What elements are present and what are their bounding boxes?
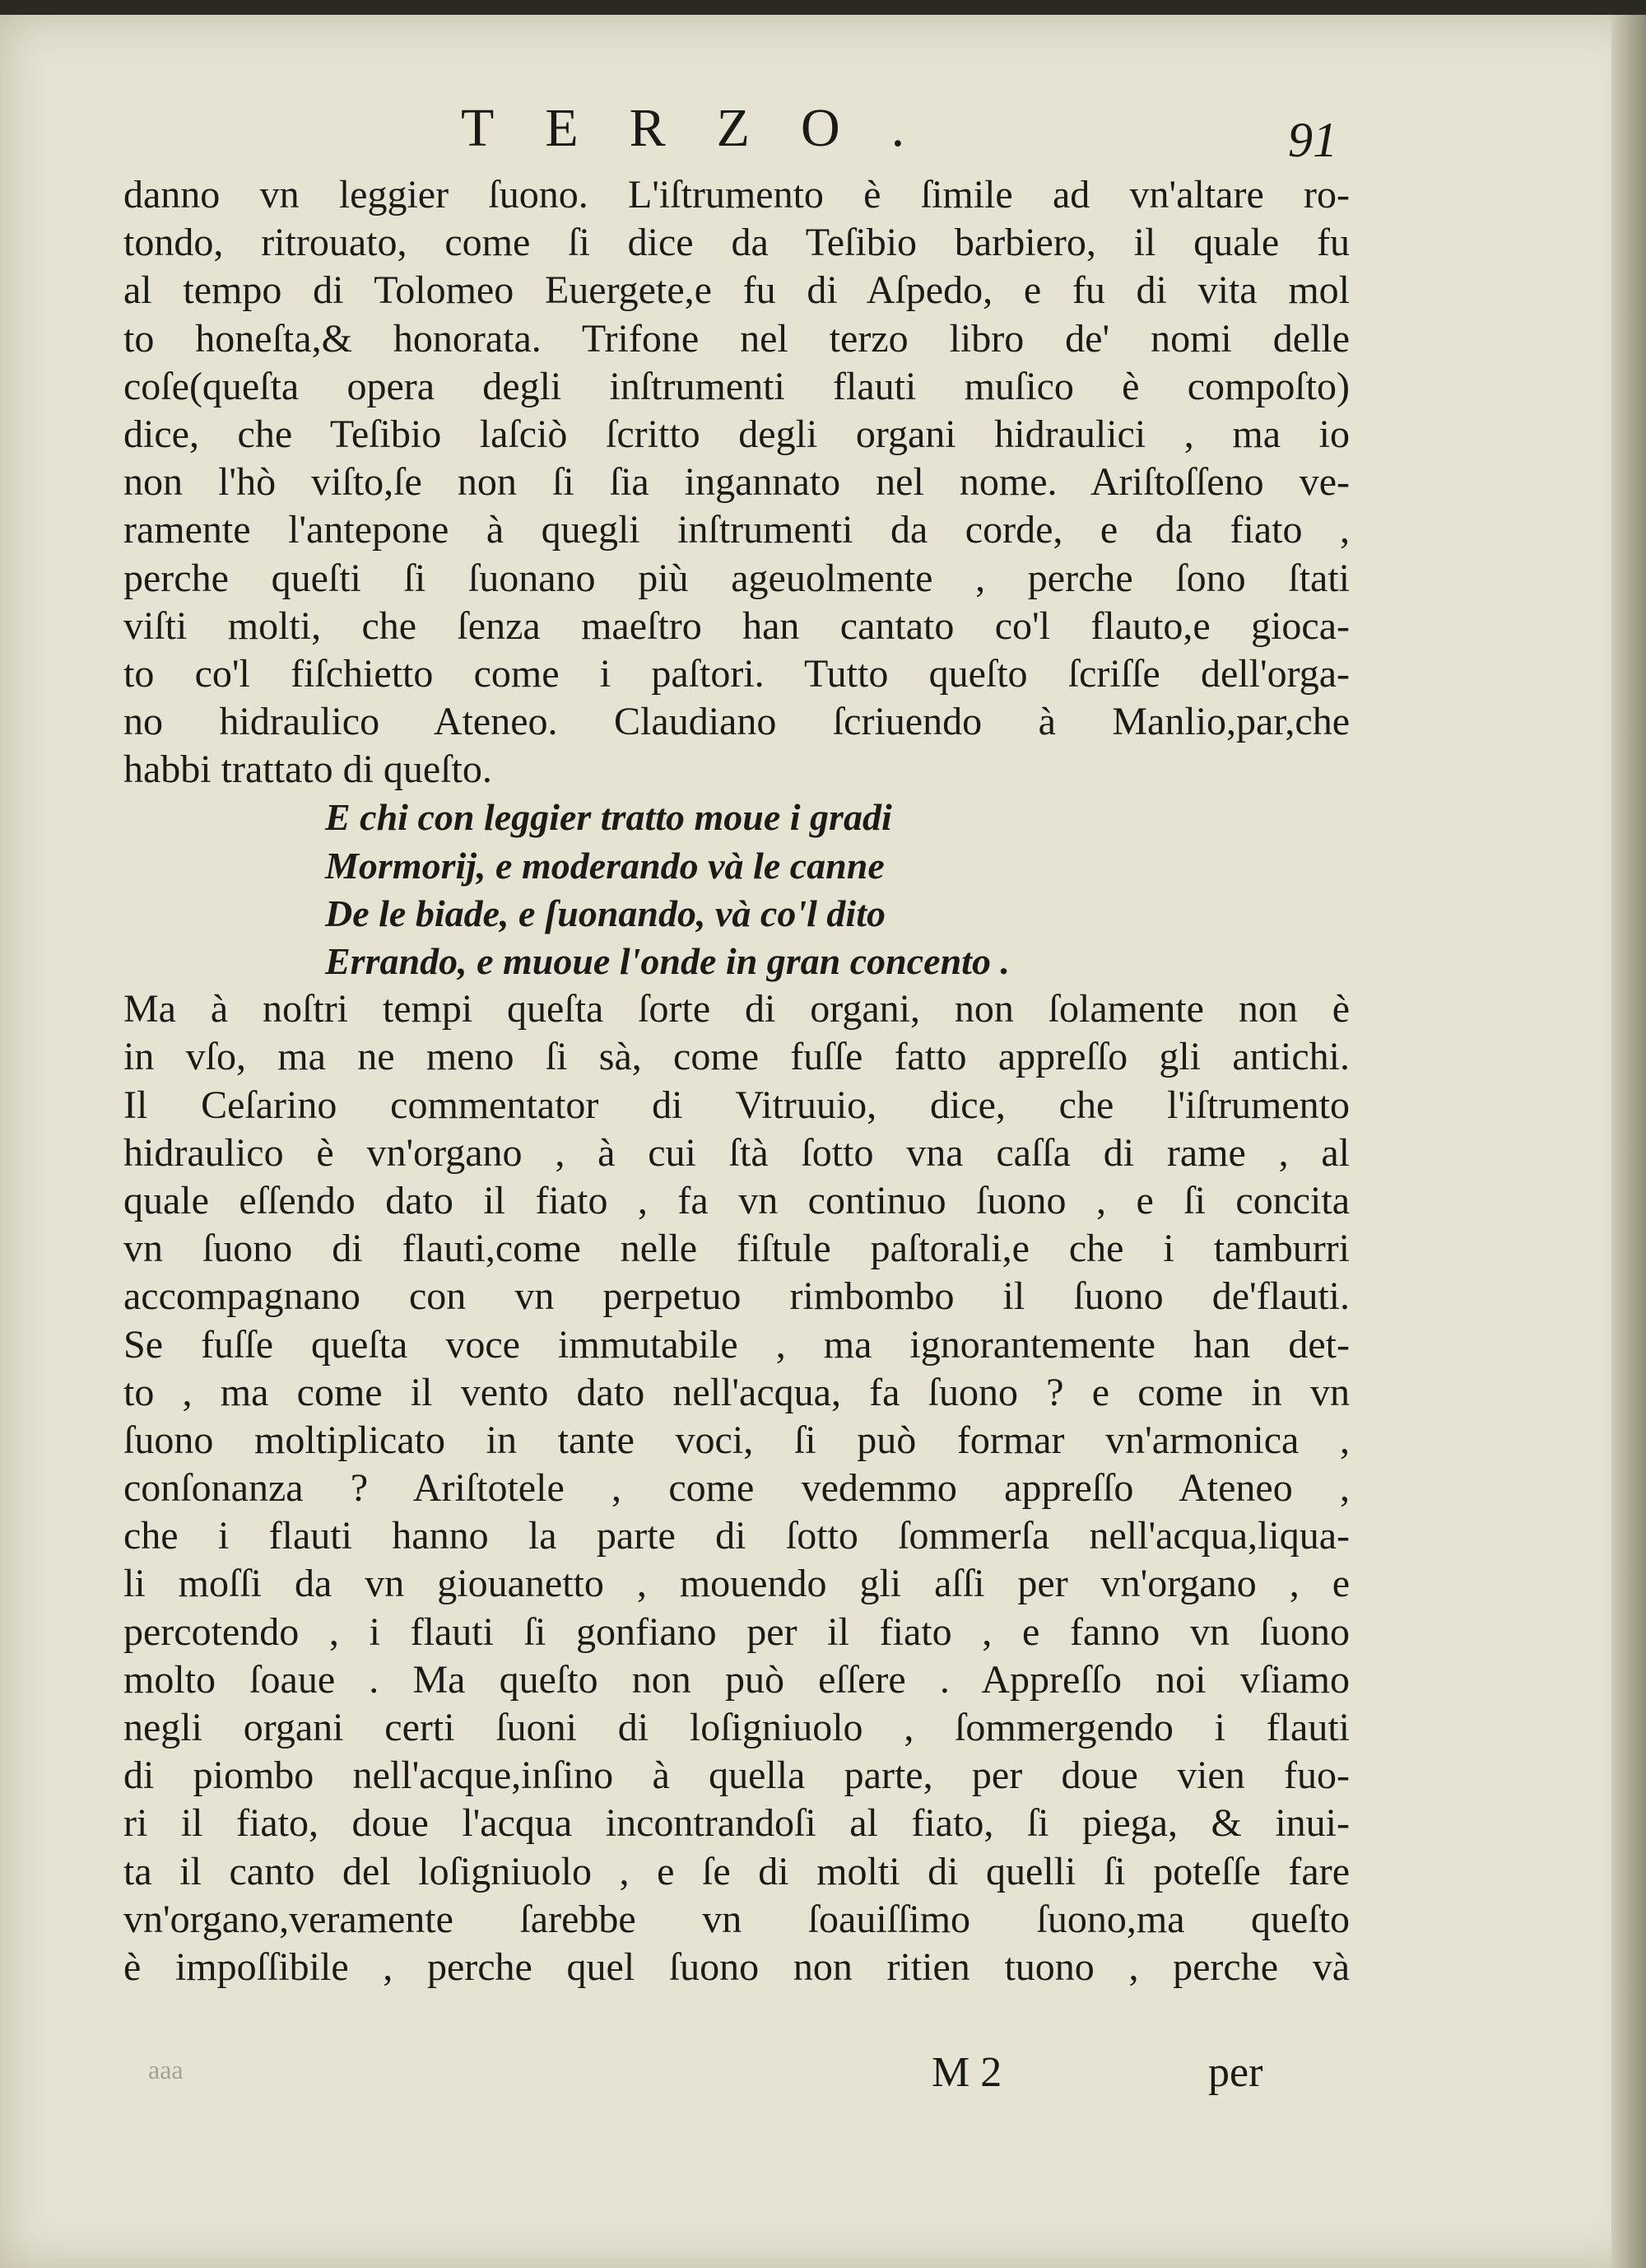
catchword: per bbox=[1208, 2049, 1263, 2096]
verse-line: E chi con leggier tratto moue i gradi bbox=[325, 796, 892, 839]
text-line: di piombo nell'acque,inſino à quella parte, per doue vien fuo- bbox=[123, 1753, 1350, 1798]
text-line: percotendo , i flauti ſi gonfiano per il fiato , e fanno vn ſuono bbox=[123, 1609, 1350, 1654]
text-line: al tempo di Tolomeo Euergete,e fu di Aſpedo, e fu di vita mol bbox=[123, 268, 1350, 313]
text-line: ta il canto del loſigniuolo , e ſe di molti di quelli ſi poteſſe fare bbox=[123, 1849, 1350, 1893]
text-line: vn ſuono di flauti,come nelle fiſtule paſtorali,e che i tamburri bbox=[123, 1227, 1350, 1271]
text-line: molto ſoaue . Ma queſto non può eſſere . Appreſſo noi vſiamo bbox=[123, 1657, 1350, 1702]
text-line: to , ma come il vento dato nell'acqua, fa ſuono ? e come in vn bbox=[123, 1370, 1350, 1414]
text-line: vn'organo,veramente ſarebbe vn ſoauiſſimo ſuono,ma queſto bbox=[123, 1897, 1350, 1941]
text-line: tondo, ritrouato, come ſi dice da Teſibio barbiero, il quale fu bbox=[123, 221, 1350, 265]
signature-mark: M 2 bbox=[932, 2049, 1002, 2096]
text-line: dice, che Teſibio laſciò ſcritto degli organi hidraulici , ma io bbox=[123, 412, 1350, 456]
verse-line: Mormorij, e moderando và le canne bbox=[325, 844, 885, 887]
text-line: li moſſi da vn giouanetto , mouendo gli aſſi per vn'organo , e bbox=[123, 1562, 1350, 1606]
verse-quotation bbox=[123, 794, 1350, 985]
faint-mark: aaa bbox=[148, 2055, 184, 2084]
text-line: accompagnano con vn perpetuo rimbombo il ſuono de'flauti. bbox=[123, 1274, 1350, 1319]
text-line: non l'hò viſto,ſe non ſi ſia ingannato nel nome. Ariſtoſſeno ve- bbox=[123, 460, 1350, 505]
text-line: ſuono moltiplicato in tante voci, ſi può formar vn'armonica , bbox=[123, 1418, 1350, 1462]
text-line: Se fuſſe queſta voce immutabile , ma ignorantemente han det- bbox=[123, 1322, 1350, 1367]
text-line: ri il fiato, doue l'acqua incontrandoſi al fiato, ſi piega, & inui- bbox=[123, 1801, 1350, 1846]
text-line: conſonanza ? Ariſtotele , come vedemmo appreſſo Ateneo , bbox=[123, 1466, 1350, 1511]
text-line: che i flauti hanno la parte di ſotto ſommerſa nell'acqua,liqua- bbox=[123, 1514, 1350, 1558]
prose-paragraph-2 bbox=[123, 985, 1350, 1991]
verse-line: Errando, e muoue l'onde in gran concento . bbox=[325, 940, 1010, 982]
text-line: ramente l'antepone à quegli inſtrumenti da corde, e da fiato , bbox=[123, 508, 1350, 552]
text-line: perche queſti ſi ſuonano più ageuolmente , perche ſono ſtati bbox=[123, 556, 1350, 600]
text-line: to co'l fiſchietto come i paſtori. Tutto queſto ſcriſſe dell'orga- bbox=[123, 651, 1350, 696]
text-line: Il Ceſarino commentator di Vitruuio, dice, che l'iſtrumento bbox=[123, 1083, 1350, 1127]
text-line: no hidraulico Ateneo. Claudiano ſcriuendo à Manlio,par,che bbox=[123, 700, 1350, 744]
text-line: habbi trattato di queſto. bbox=[123, 747, 492, 792]
page-footer bbox=[148, 2048, 1317, 2106]
prose-paragraph-1 bbox=[123, 171, 1350, 794]
page-number: 91 bbox=[1288, 113, 1337, 167]
text-line: quale eſſendo dato il fiato , fa vn continuo ſuono , e ſi concita bbox=[123, 1178, 1350, 1222]
text-line: Ma à noſtri tempi queſta ſorte di organi, non ſolamente non è bbox=[123, 987, 1350, 1032]
text-line: negli organi certi ſuoni di loſigniuolo , ſommergendo i flauti bbox=[123, 1706, 1350, 1749]
text-line: in vſo, ma ne meno ſi sà, come fuſſe fatto appreſſo gli antichi. bbox=[123, 1035, 1350, 1079]
verse-line: De le biade, e ſuonando, và co'l dito bbox=[325, 892, 886, 934]
running-head: TERZO. bbox=[461, 98, 956, 158]
text-block bbox=[123, 171, 1350, 1991]
text-line: danno vn leggier ſuono. L'iſtrumento è ſimile ad vn'altare ro- bbox=[123, 173, 1350, 217]
text-line: hidraulico è vn'organo , à cui ſtà ſotto vna caſſa di rame , al bbox=[123, 1130, 1350, 1175]
text-line: viſti molti, che ſenza maeſtro han cantato co'l flauto,e gioca- bbox=[123, 603, 1350, 648]
text-line: to honeſta,& honorata. Trifone nel terzo libro de' nomi delle bbox=[123, 316, 1350, 361]
text-line: è impoſſibile , perche quel ſuono non ritien tuono , perche và bbox=[123, 1944, 1350, 1989]
text-line: coſe(queſta opera degli inſtrumenti flauti muſico è compoſto) bbox=[123, 364, 1350, 408]
